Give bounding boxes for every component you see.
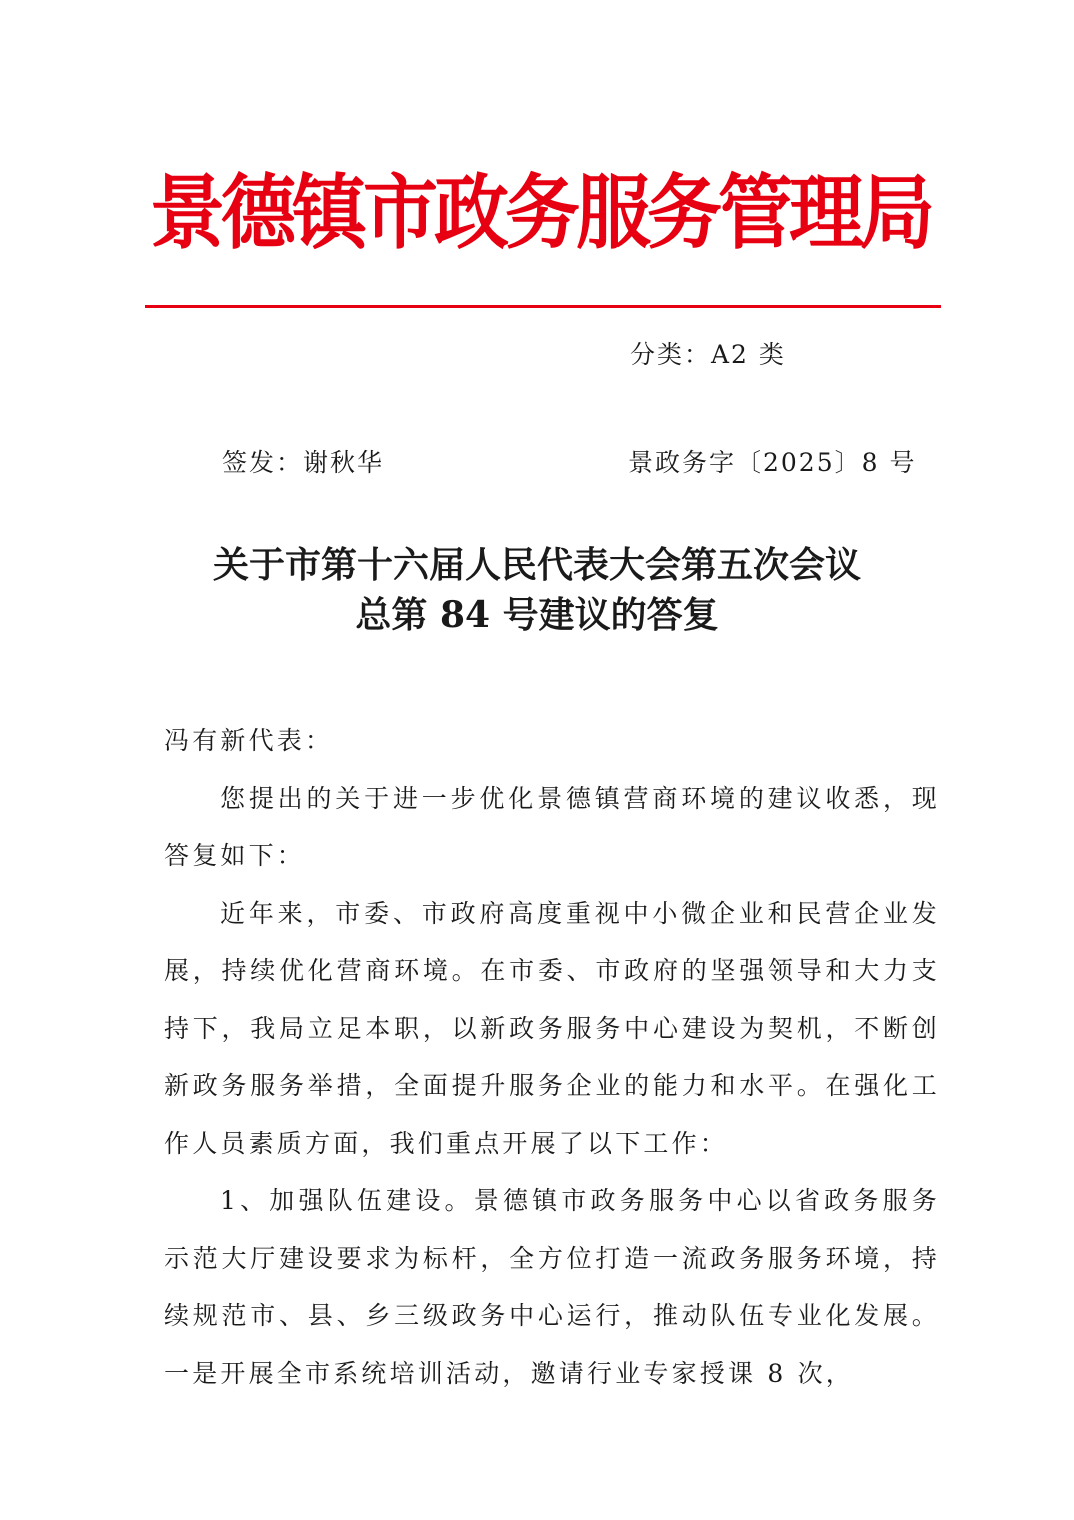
classification-label: 分类：A2 类 (630, 340, 786, 369)
document-title-line-1: 关于市第十六届人民代表大会第五次会议 (212, 544, 861, 586)
signer-label: 签发：谢秋华 (222, 448, 385, 477)
document-title (130, 540, 944, 640)
body-paragraph: 1、加强队伍建设。景德镇市政务服务中心以省政务服务示范大厅建设要求为标杆，全方位打造一流政务服务环境，持续规范市、县、乡三级政务中心运行，推动队伍专业化发展。一是开展全市系统培训活动，邀请行业专家授课 8 次， (164, 1186, 940, 1388)
body-paragraph: 近年来，市委、市政府高度重视中小微企业和民营企业发展，持续优化营商环境。在市委、市政府的坚强领导和大力支持下，我局立足本职，以新政务服务中心建设为契机，不断创新政务服务举措，全面提升服务企业的能力和水平。在强化工作人员素质方面，我们重点开展了以下工作： (164, 898, 940, 1158)
salutation: 冯有新代表： (164, 726, 334, 755)
red-header-rule (145, 305, 941, 308)
organization-header: 景德镇市政务服务管理局 (150, 165, 932, 261)
document-number: 景政务字〔2025〕8 号 (628, 448, 917, 477)
document-title-line-2: 总第 84 号建议的答复 (355, 594, 719, 636)
body-paragraph: 您提出的关于进一步优化景德镇营商环境的建议收悉，现答复如下： (164, 783, 940, 870)
document-body (164, 712, 940, 1402)
